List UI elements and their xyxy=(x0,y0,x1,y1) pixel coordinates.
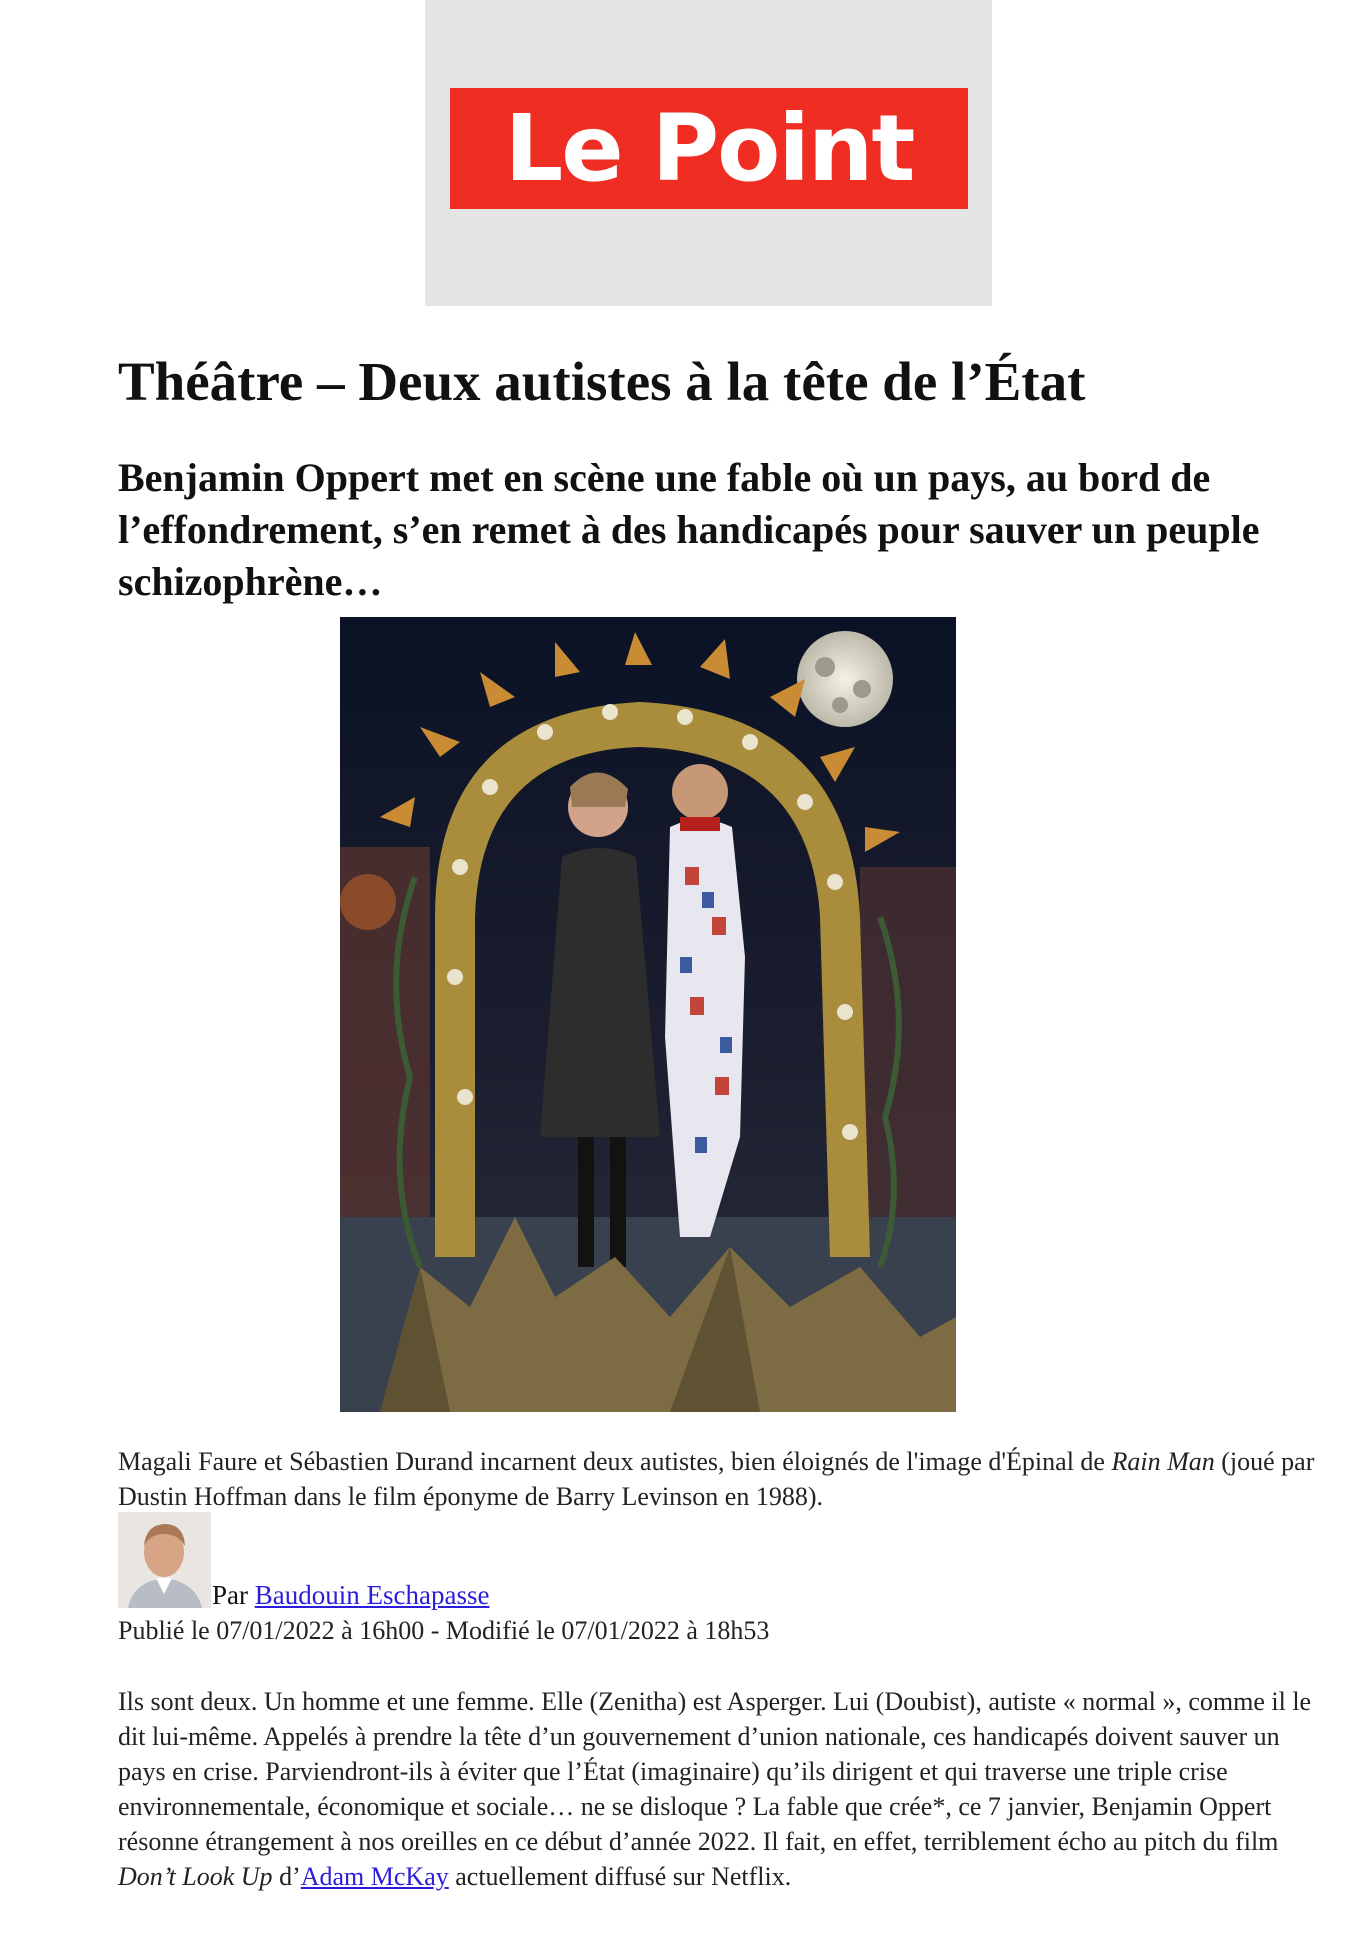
body-film-title: Don’t Look Up xyxy=(118,1862,273,1891)
body-text-1: Ils sont deux. Un homme et une femme. Elle (Zenitha) est Asperger. Lui (Doubist), autiste « normal », comme il le dit lui-même. Appelés à prendre la tête d’un gouvernement d’union nationale, ces handicapés doivent sauver un pays en crise. Parviendront-ils à éviter que l’État (imaginaire) qu’ils dirigent et qui traverse une triple crise environnementale, économique et sociale… ne se disloque ? La fable que crée*, ce 7 janvier, Benjamin Oppert résonne étrangement à nos oreilles en ce début d’année 2022. Il fait, en effet, terriblement écho au pitch du film xyxy=(118,1687,1312,1856)
byline xyxy=(212,1578,489,1612)
author-link[interactable]: Baudouin Eschapasse xyxy=(254,1580,490,1610)
caption-text-1: Magali Faure et Sébastien Durand incarnent deux autistes, bien éloignés de l'image d'Épinal de xyxy=(118,1447,1112,1476)
caption-text-2: (joué par Dustin Hoffman dans le film éponyme de Barry Levinson en 1988). xyxy=(118,1447,1315,1511)
publish-dates: Publié le 07/01/2022 à 16h00 - Modifié le 07/01/2022 à 18h53 xyxy=(118,1616,770,1645)
masthead xyxy=(425,0,992,306)
le-point-logo[interactable] xyxy=(450,88,968,209)
logo-text: Le Point xyxy=(504,94,914,202)
director-link[interactable]: Adam McKay xyxy=(300,1862,449,1891)
body-text-2: d’ xyxy=(272,1862,301,1891)
author-avatar xyxy=(118,1512,211,1608)
byline-prefix: Par xyxy=(212,1580,255,1610)
stage-photo xyxy=(340,617,956,1412)
article-subtitle: Benjamin Oppert met en scène une fable où un pays, au bord de l’effondrement, s’en remet à des handicapés pour sauver un peuple schizophrène… xyxy=(118,455,1260,604)
body-text-3: actuellement diffusé sur Netflix. xyxy=(448,1862,792,1891)
caption-film-title: Rain Man xyxy=(1111,1447,1215,1476)
article-title: Théâtre – Deux autistes à la tête de l’État xyxy=(118,351,1086,412)
photo-caption xyxy=(118,1444,1318,1514)
article-body xyxy=(118,1684,1318,1894)
